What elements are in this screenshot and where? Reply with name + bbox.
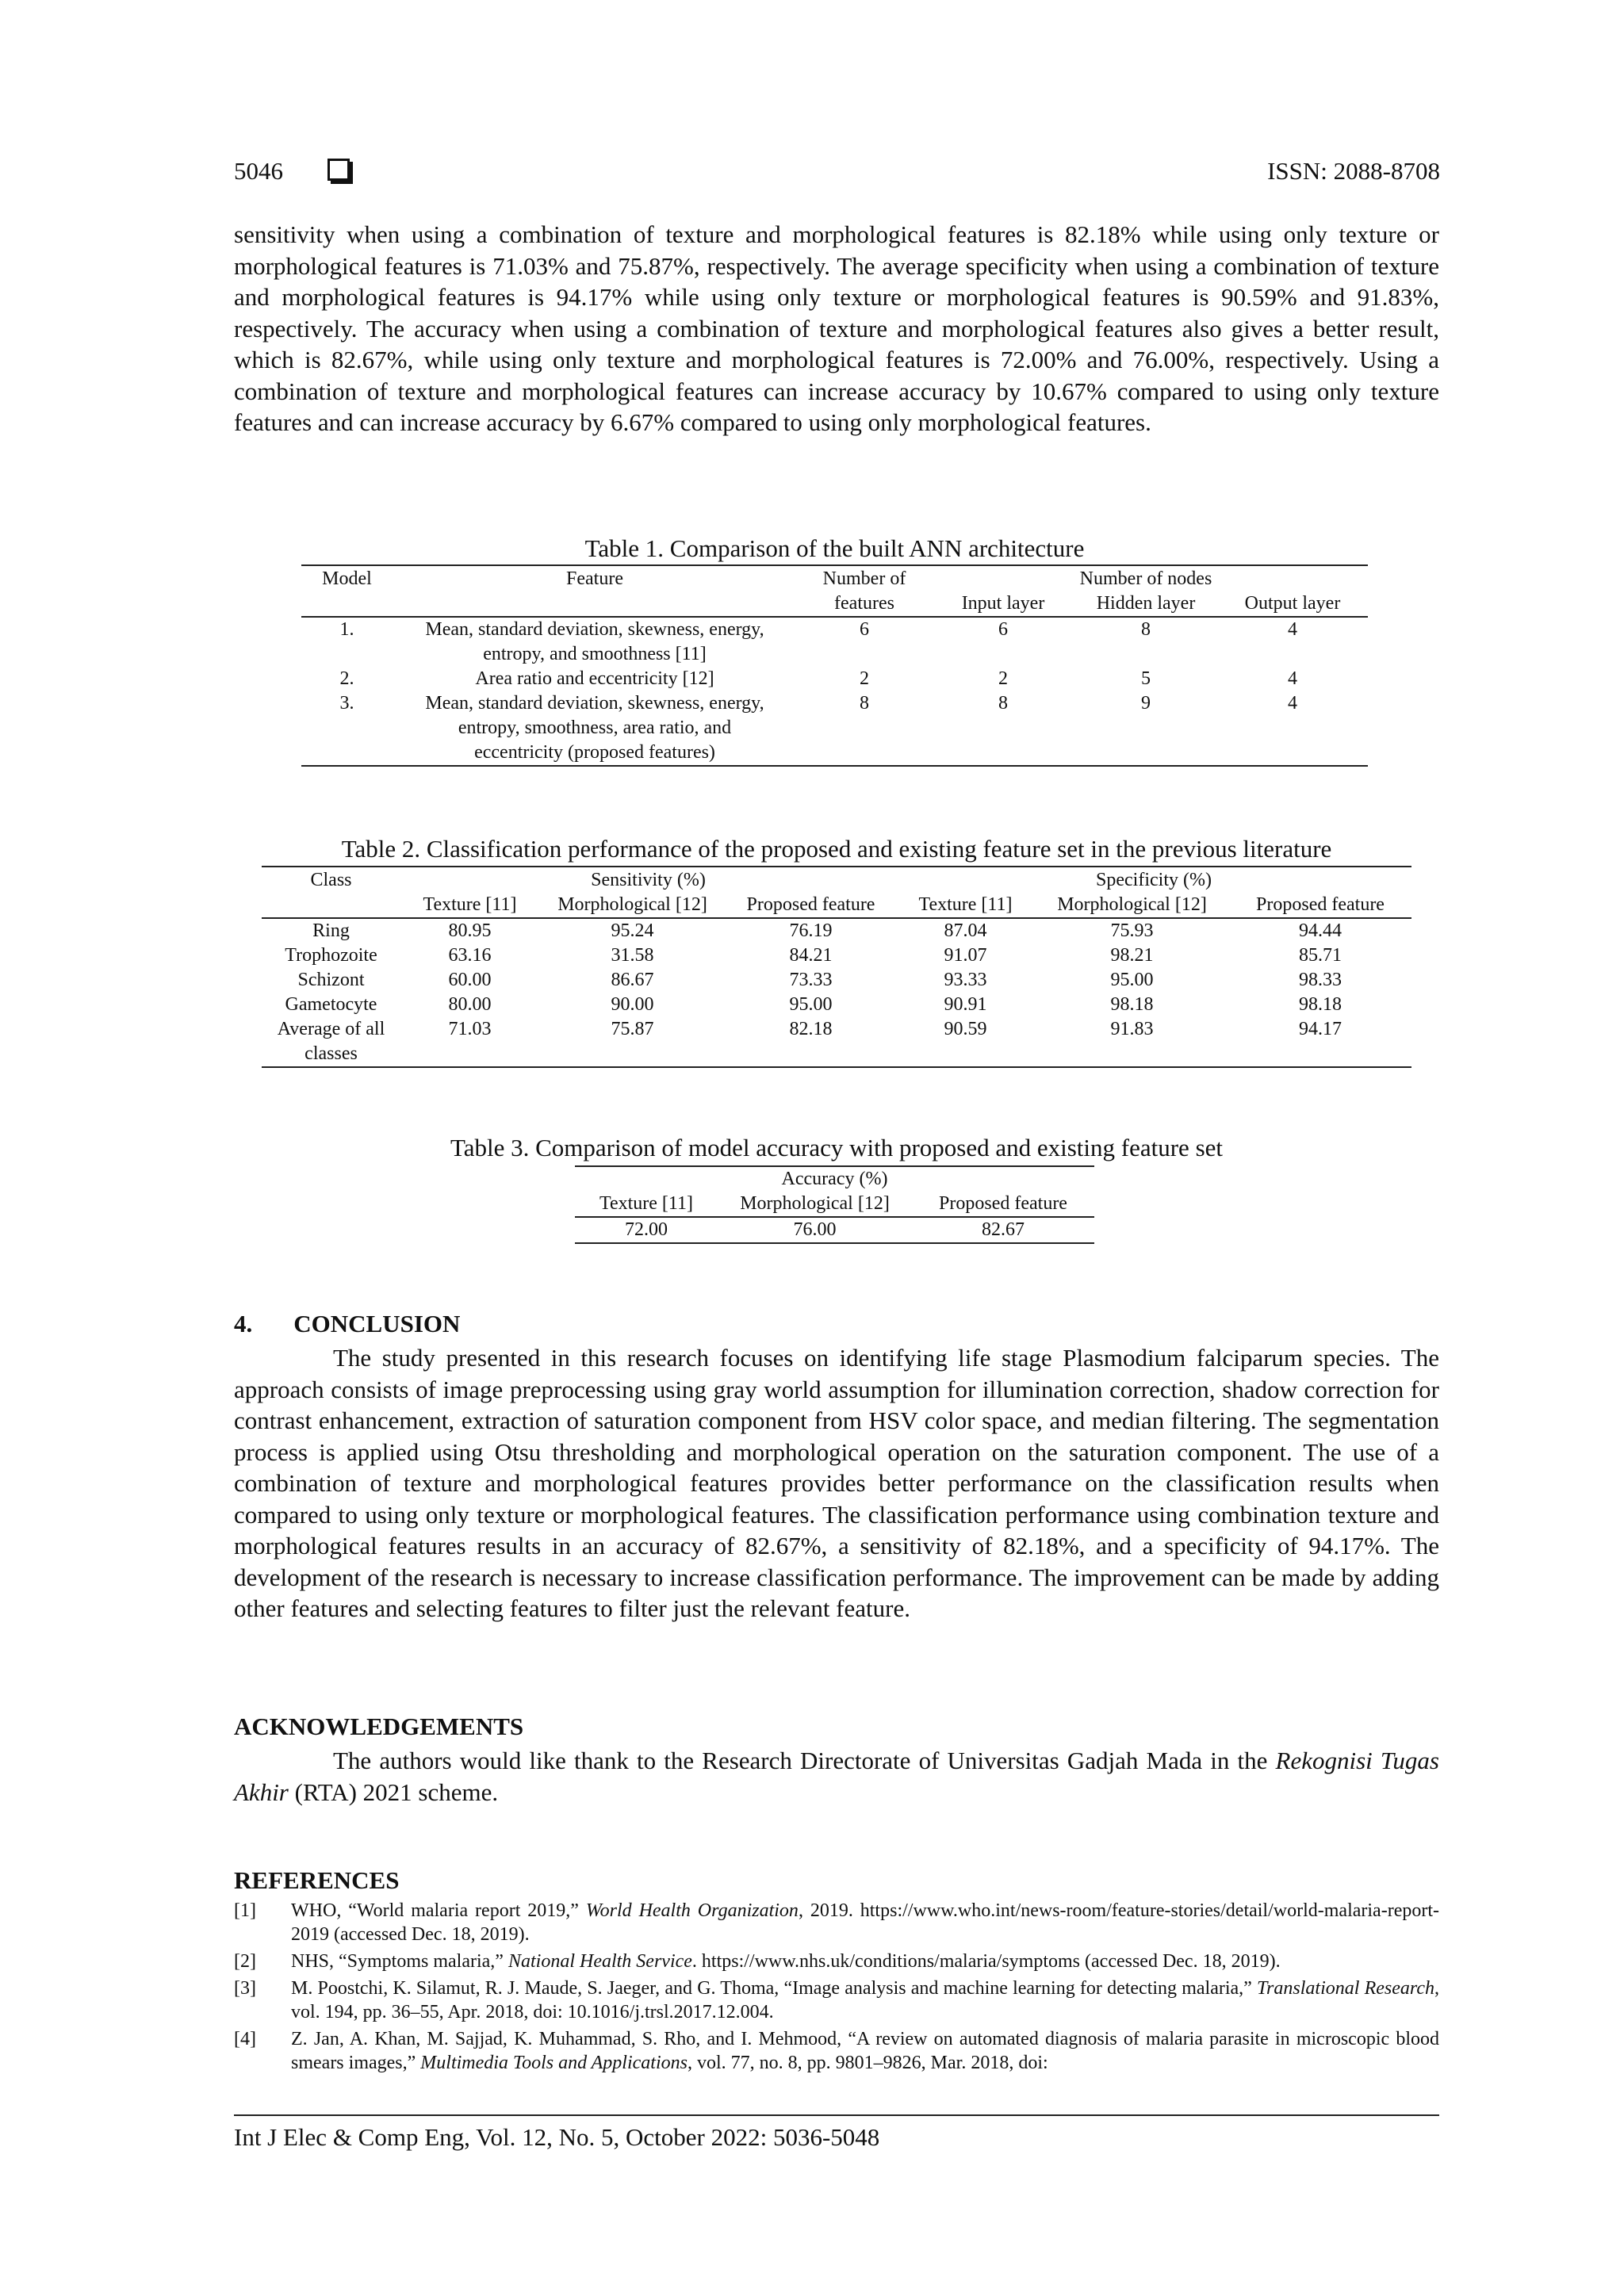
- acknowledgements-heading: ACKNOWLEDGEMENTS: [234, 1712, 524, 1740]
- table3: [575, 1167, 1094, 1244]
- table2: [262, 868, 1411, 1068]
- table1-header-hidden: Hidden layer: [1096, 593, 1196, 614]
- table2-header-class: Class: [310, 870, 352, 890]
- conclusion-paragraph: The study presented in this research focuses on identifying life stage Plasmodium falciparum species. The approach consists of image preprocessing using gray world assumption for illumination correction, shadow correction for contrast enhancement, extraction of saturation component from HSV color space, and median filtering. The segmentation process is applied using Otsu thresholding and morphological operation on the saturation component. The use of a combination of texture and morphological features provides better performance on the classification results when compared to using only texture or morphological features. The classification performance using combination texture and morphological features results in an accuracy of 82.67%, a sensitivity of 82.18%, and a specificity of 94.17%. The development of the research is necessary to increase classification performance. The improvement can be made by adding other features and selecting features to filter just the relevant feature.: [234, 1344, 1439, 1622]
- table3-caption: Table 3. Comparison of model accuracy with proposed and existing feature set: [450, 1134, 1224, 1161]
- page-header: [234, 157, 350, 186]
- table1-header-output: Output layer: [1244, 593, 1341, 614]
- footer-citation: Int J Elec & Comp Eng, Vol. 12, No. 5, October 2022: 5036-5048: [234, 2123, 880, 2151]
- list-item: [1] WHO, “World malaria report 2019,” World Health Organization, 2019. https://www.who.int/news-room/feature-stories/detail/world-malaria-report-2019 (accessed Dec. 18, 2019).: [234, 1900, 1439, 1945]
- checkbox-square-icon: [327, 159, 350, 181]
- table3-header-morph: Morphological [12]: [740, 1193, 890, 1214]
- table3-header-accuracy: Accuracy (%): [781, 1169, 888, 1189]
- table1-header-model: Model: [322, 568, 372, 589]
- table2-header-specificity: Specificity (%): [1096, 870, 1212, 890]
- footer-rule: [234, 2114, 1439, 2116]
- intro-paragraph: sensitivity when using a combination of texture and morphological features is 82.18% while using only texture or morphological features is 71.03% and 75.87%, respectively. The average specificity when using a combination of texture and morphological features is 94.17% while using only texture or morphological features is 90.59% and 91.83%, respectively. The accuracy when using a combination of texture and morphological features also gives a better result, which is 82.67%, while using only texture and morphological features is 72.00% and 76.00%, respectively. Using a combination of texture and morphological features can increase accuracy by 10.67% compared to using only texture features and can increase accuracy by 6.67% compared to using only morphological features.: [234, 220, 1439, 436]
- table1-top-rule: [301, 564, 1368, 566]
- list-item: [3] M. Poostchi, K. Silamut, R. J. Maude, S. Jaeger, and G. Thoma, “Image analysis and machine learning for detecting malaria,” Translational Research, vol. 194, pp. 36–55, Apr. 2018, doi: 10.1016/j.trsl.2017.12.004.: [234, 1978, 1439, 2022]
- table-row: 2. Area ratio and eccentricity [12] 2 2 5 4: [339, 668, 1297, 689]
- table1-header-input: Input layer: [961, 593, 1045, 614]
- table-row: Ring 80.95 95.24 76.19 87.04 75.93 94.44: [312, 920, 1342, 941]
- table-row: Gametocyte 80.00 90.00 95.00 90.91 98.18 98.18: [285, 994, 1342, 1015]
- table2-header-proposed-sens: Proposed feature: [746, 894, 875, 915]
- conclusion-heading: 4. CONCLUSION: [234, 1310, 461, 1337]
- table-row: 72.00 76.00 82.67: [575, 1217, 1094, 1243]
- table2-header-morph-sens: Morphological [12]: [557, 894, 707, 915]
- list-item: [2] NHS, “Symptoms malaria,” National Health Service. https://www.nhs.uk/conditions/malaria/symptoms (accessed Dec. 18, 2019).: [234, 1951, 1281, 1972]
- table2-header-morph-spec: Morphological [12]: [1057, 894, 1207, 915]
- table-row: Schizont 60.00 86.67 73.33 93.33 95.00 98.33: [297, 970, 1342, 990]
- table-row: Average of all classes 71.03 75.87 82.18 90.59 91.83 94.17: [262, 1017, 1411, 1067]
- table3-header-texture: Texture [11]: [599, 1193, 694, 1214]
- references-heading: REFERENCES: [234, 1866, 400, 1894]
- table2-caption: Table 2. Classification performance of the proposed and existing feature set in the previous literature: [341, 835, 1332, 863]
- table2-header-sensitivity: Sensitivity (%): [591, 870, 706, 890]
- table1-header-num-nodes: Number of nodes: [1079, 568, 1212, 589]
- table2-header-proposed-spec: Proposed feature: [1256, 894, 1385, 915]
- issn: ISSN: 2088-8708: [1267, 157, 1440, 185]
- list-item: [4] Z. Jan, A. Khan, M. Sajjad, K. Muhammad, S. Rho, and I. Mehmood, “A review on automated diagnosis of malaria parasite in microscopic blood smears images,” Multimedia Tools and Applications, vol. 77, no. 8, pp. 9801–9826, Mar. 2018, doi:: [234, 2029, 1439, 2073]
- references-list: [234, 1899, 1439, 2078]
- table1-caption: Table 1. Comparison of the built ANN architecture: [584, 534, 1085, 562]
- table1-header-features: features: [834, 593, 894, 614]
- table1: [301, 567, 1368, 767]
- page-number: 5046: [234, 157, 283, 185]
- table-row: 3. Mean, standard deviation, skewness, energy, entropy, smoothness, area ratio, and eccentricity (proposed features) 8 8 9 4: [301, 691, 1368, 766]
- table2-top-rule: [262, 866, 1411, 867]
- table1-header-feature: Feature: [566, 568, 623, 589]
- acknowledgements-paragraph: The authors would like thank to the Research Directorate of Universitas Gadjah Mada in the Rekognisi Tugas Akhir (RTA) 2021 scheme.: [234, 1747, 1439, 1806]
- table2-header-texture-spec: Texture [11]: [918, 894, 1013, 915]
- table2-header-texture-sens: Texture [11]: [423, 894, 517, 915]
- table-row: 1. Mean, standard deviation, skewness, energy, entropy, and smoothness [11] 6 6 8 4: [339, 619, 1297, 664]
- table1-header-num-features: Number of: [822, 568, 906, 589]
- table3-header-proposed: Proposed feature: [939, 1193, 1067, 1214]
- table-row: Trophozoite 63.16 31.58 84.21 91.07 98.21 85.71: [285, 945, 1342, 966]
